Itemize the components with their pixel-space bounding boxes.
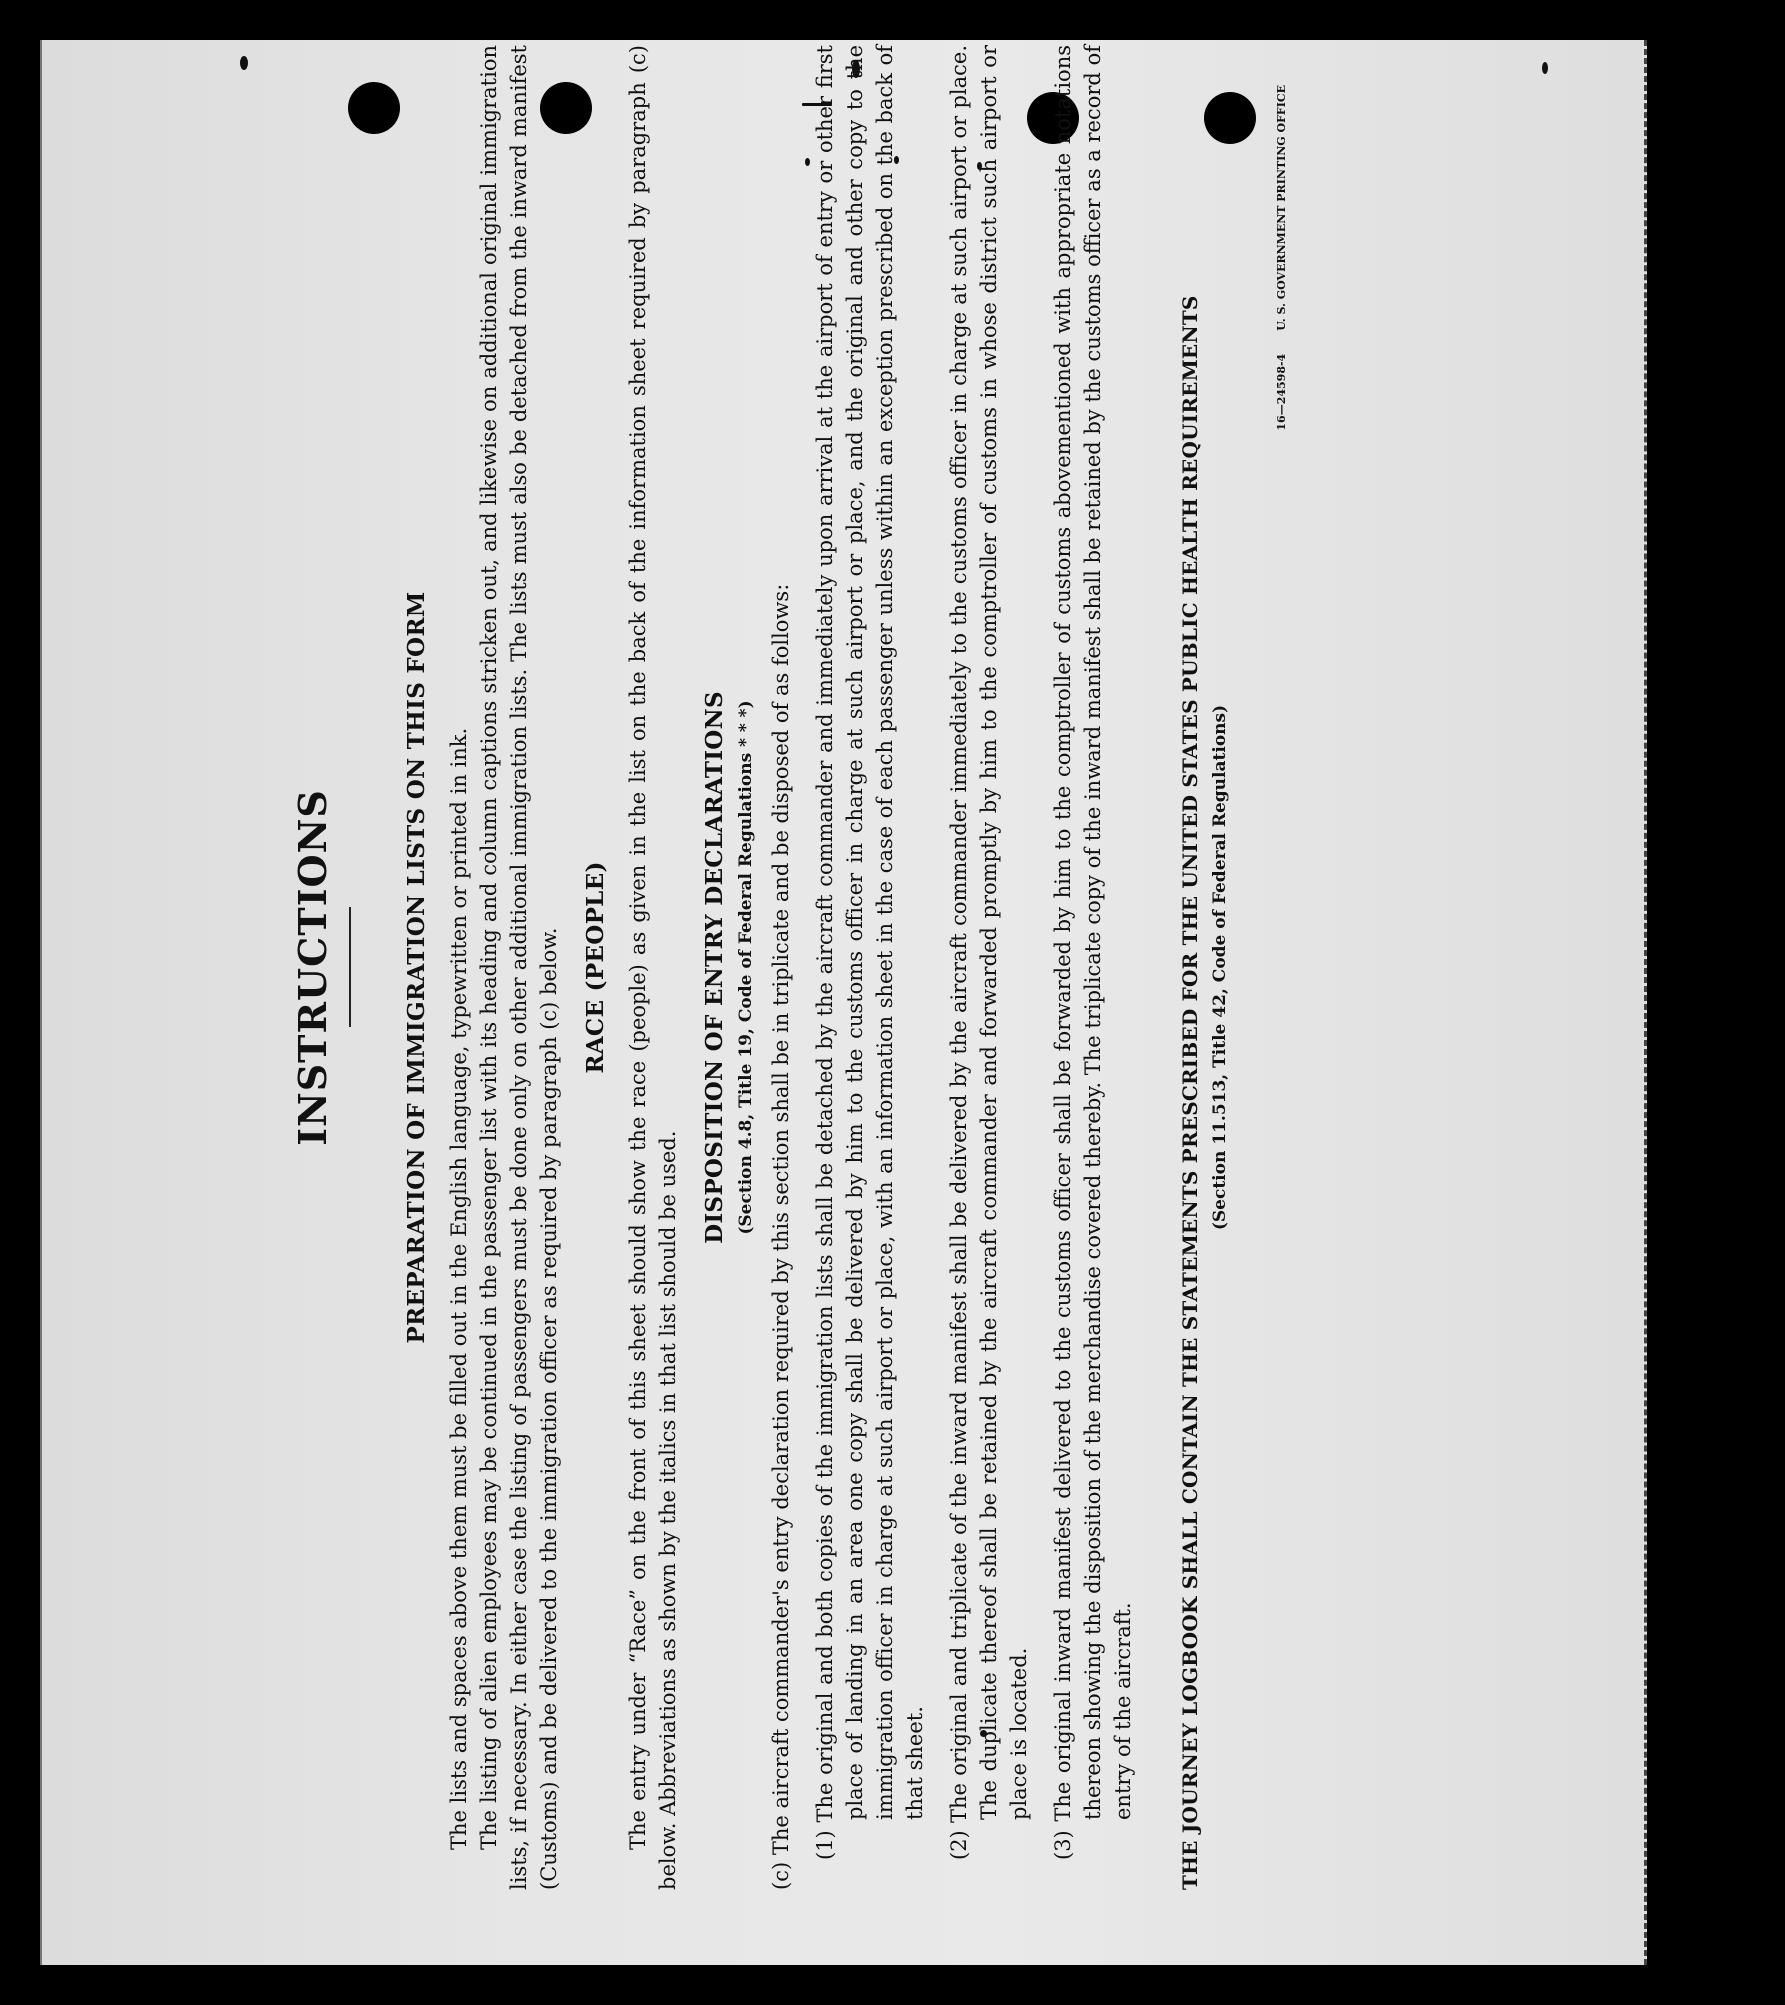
prep-paragraph-1: The lists and spaces above them must be filled out in the English language, typewritten or printed in ink. (447, 727, 471, 1850)
ink-speck (240, 56, 248, 70)
disposition-item-1: (1) The original and both copies of the immigration lists shall be detached by the aircraft commander and immediately upon arrival at the airport of entry or other first place of landing in an area one copy shall be delivered by him to the customs officer in charge at such airport or place, and the original and other copy to the immigration officer in charge at such airport or place, with an information sheet in the case of each passenger unless within an exception prescribed on the back of that sheet. (813, 45, 927, 1860)
disposition-paragraph-c: (c) The aircraft commander's entry declaration required by this section shall be in triplicate and be disposed of as follows: (769, 583, 793, 1890)
paper-edge (1641, 40, 1647, 1965)
form-number: 16—24598-4 (1275, 353, 1288, 431)
printer-imprint: U. S. GOVERNMENT PRINTING OFFICE (1275, 85, 1288, 331)
ink-speck (1542, 62, 1548, 74)
prep-paragraph-2: The listing of alien employees may be continued in the passenger list with its heading and column captions stricken out, and likewise on additional original immigration lists, if necessary. In either case the listing of passengers must be done only on other additional immigration lists. The lists must also be detached from the inward manifest (Customs) and be delivered to the immigration officer as required by paragraph (c) below. (477, 45, 561, 1890)
disposition-citation: (Section 4.8, Title 19, Code of Federal Regulations * * *) (736, 700, 756, 1235)
disposition-heading: DISPOSITION OF ENTRY DECLARATIONS (701, 691, 728, 1244)
disposition-item-3: (3) The original inward manifest delivered to the customs officer shall be forwarded by him to the comptroller of customs abovementioned with appropriate notations thereon showing the disposition of the merchandise covered thereby. The triplicate copy of the inward manifest shall be retained by the customs officer as a record of entry of the aircraft. (1051, 45, 1135, 1860)
race-heading: RACE (PEOPLE) (582, 861, 609, 1074)
prep-heading: PREPARATION OF IMMIGRATION LISTS ON THIS FORM (403, 591, 430, 1344)
page-title: INSTRUCTIONS (290, 789, 335, 1146)
race-paragraph: The entry under “Race” on the front of this sheet should show the race (people) as given in the list on the back of the information sheet required by paragraph (c) below. Abbreviations as shown by the italics in that list should be used. (626, 45, 680, 1890)
journey-citation: (Section 11.513, Title 42, Code of Federal Regulations) (1210, 704, 1230, 1231)
journey-logbook-statement: THE JOURNEY LOGBOOK SHALL CONTAIN THE STATEMENTS PRESCRIBED FOR THE UNITED STATES PUBLIC HEALTH REQUIREMENTS (1178, 295, 1202, 1890)
title-underline (349, 908, 351, 1028)
disposition-item-2: (2) The original and triplicate of the inward manifest shall be delivered by the aircraft commander immediately to the customs officer in charge at such airport or place. The duplicate thereof shall be retained by the aircraft commander and forwarded promptly by him to the comptroller of customs in whose district such airport or place is located. (947, 45, 1031, 1860)
rotated-instructions (290, 45, 1500, 1890)
